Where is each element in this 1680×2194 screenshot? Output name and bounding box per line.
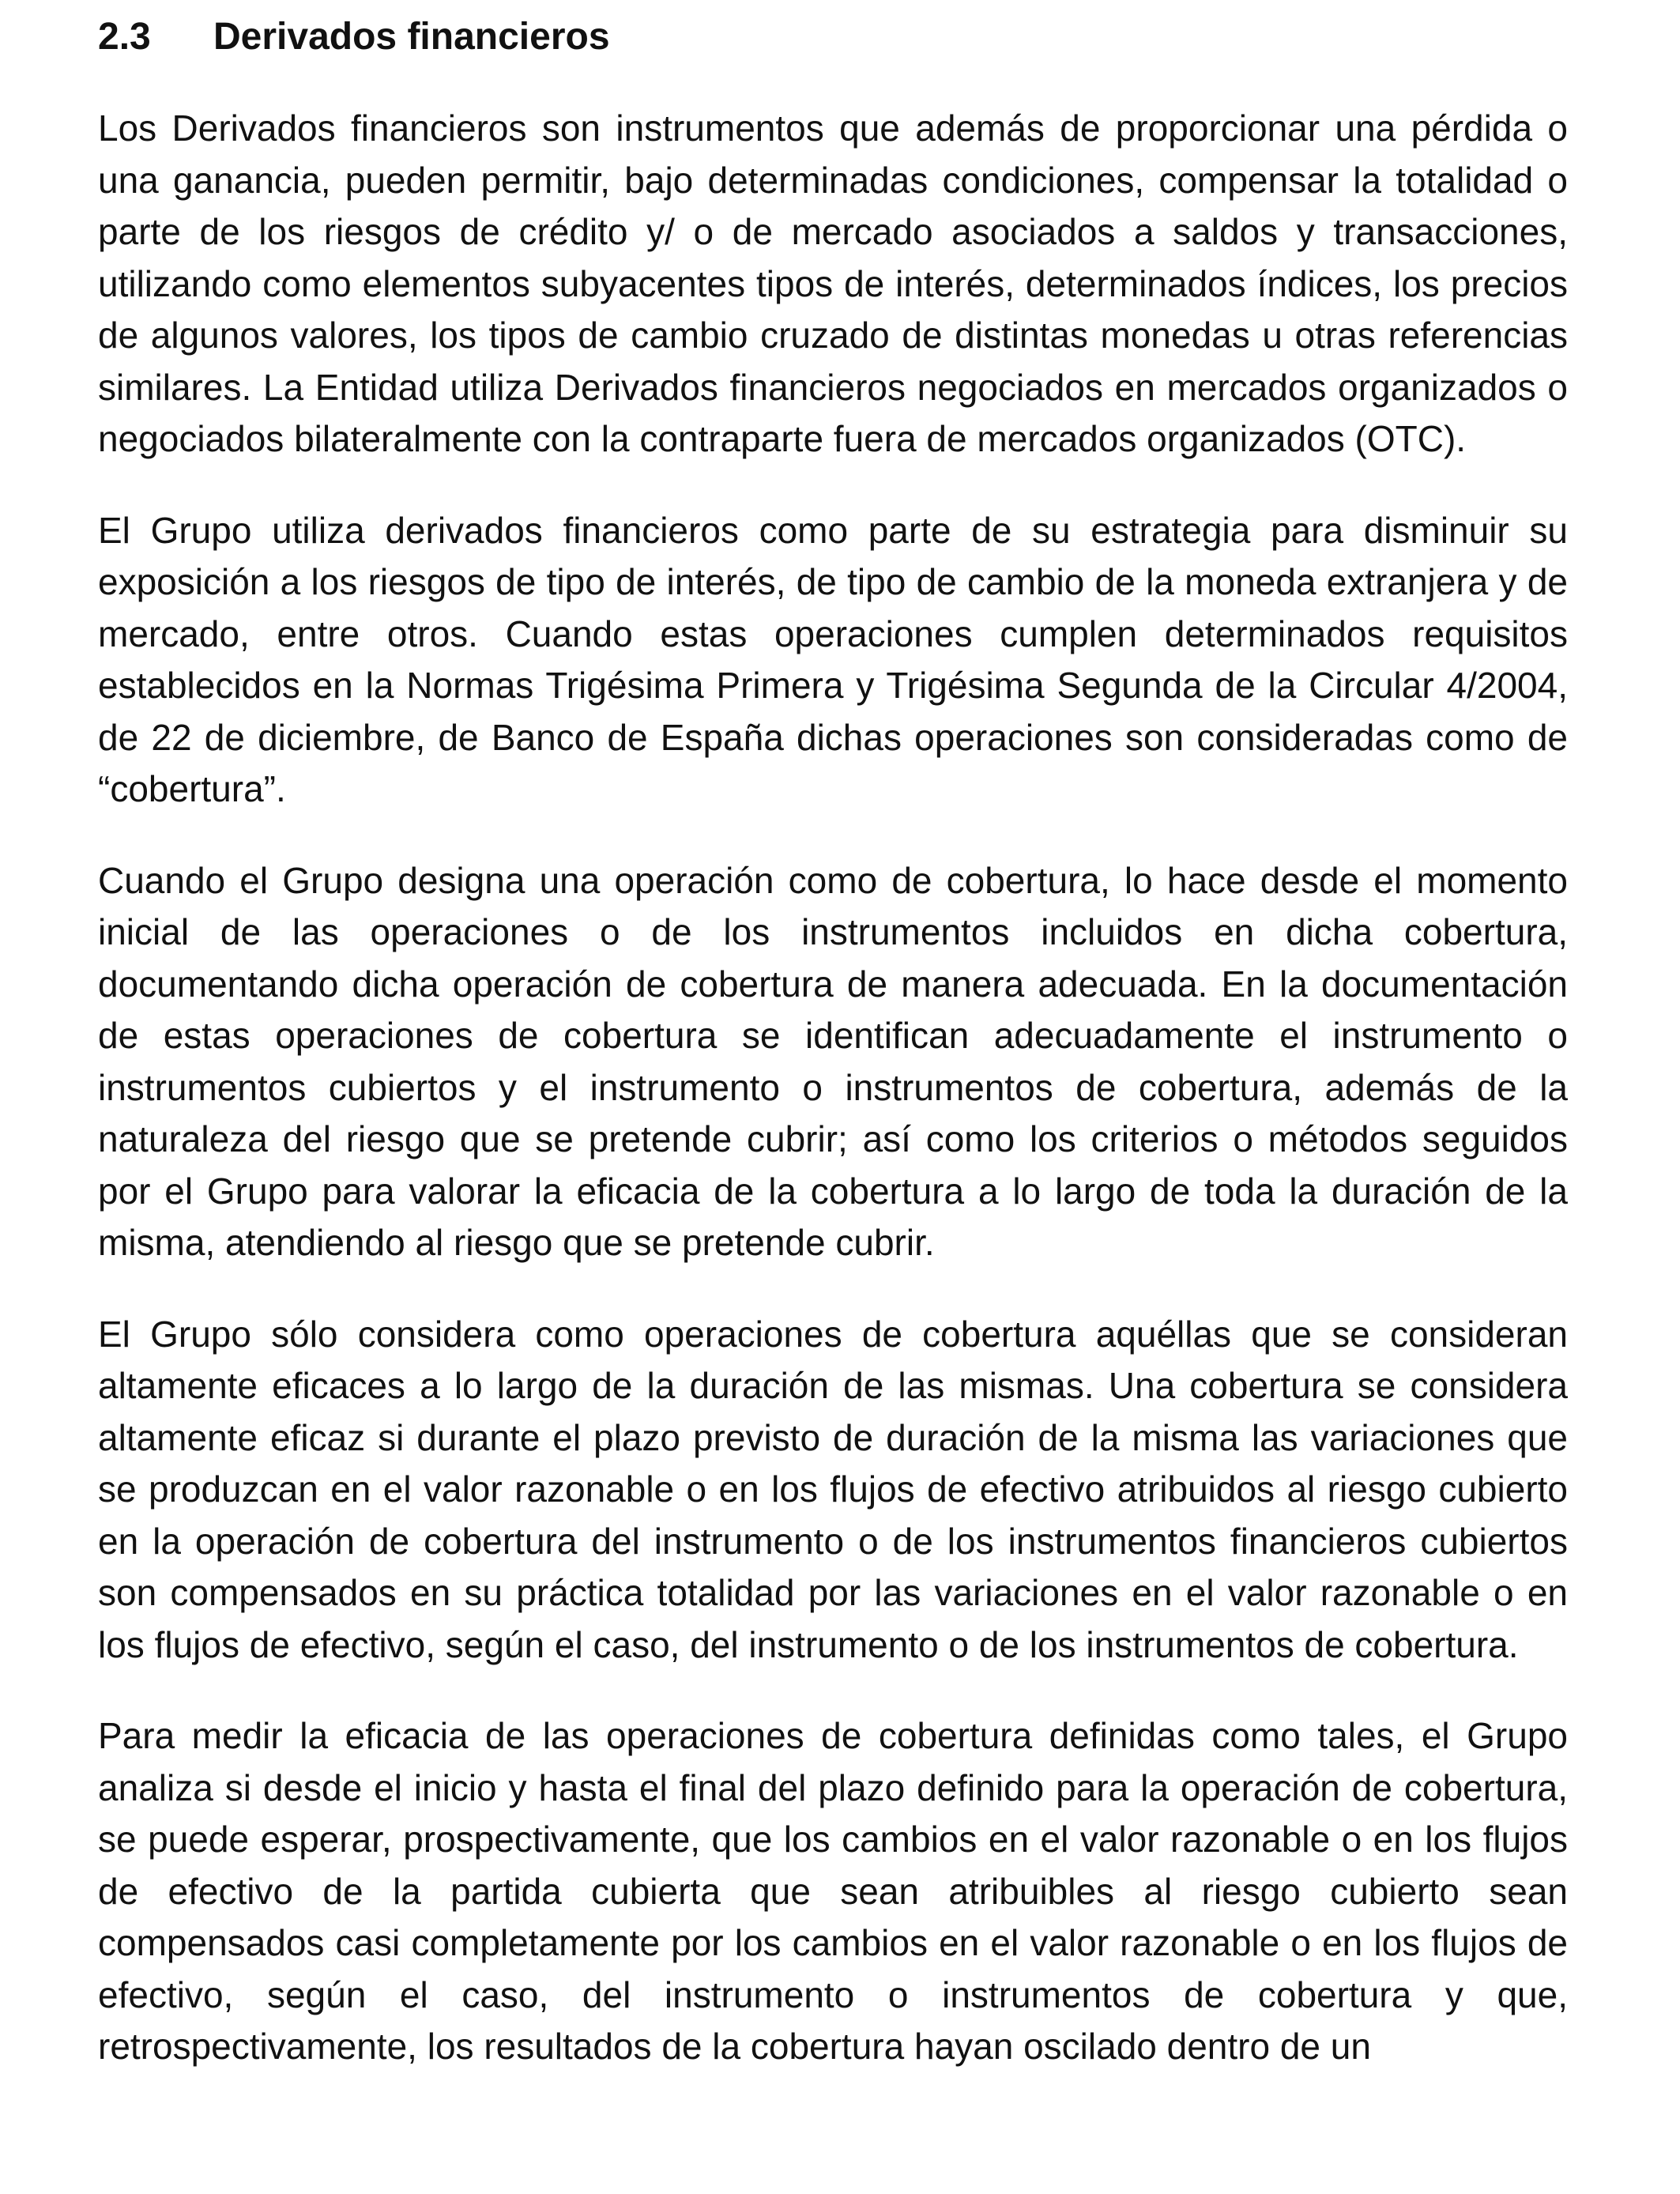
paragraph-3: Cuando el Grupo designa una operación como de cobertura, lo hace desde el momento inicial de las operaciones o de los instrumentos incluidos en dicha cobertura, documentando dicha operación de cobertura de manera adecuada. En la documentación de estas operaciones de cobertura se identifican adecuadamente el instrumento o instrumentos cubiertos y el instrumento o instrumentos de cobertura, además de la naturaleza del riesgo que se pretende cubrir; así como los criterios o métodos seguidos por el Grupo para valorar la eficacia de la cobertura a lo largo de toda la duración de la misma, atendiendo al riesgo que se pretende cubrir. [98, 859, 1568, 1263]
paragraph-1: Los Derivados financieros son instrumentos que además de proporcionar una pérdida o una ganancia, pueden permitir, bajo determinadas condiciones, compensar la totalidad o parte de los riesgos de crédito y/ o de mercado asociados a saldos y transacciones, utilizando como elementos subyacentes tipos de interés, determinados índices, los precios de algunos valores, los tipos de cambio cruzado de distintas monedas u otras referencias similares. La Entidad utiliza Derivados financieros negociados en mercados organizados o negociados bilateralmente con la contraparte fuera de mercados organizados (OTC). [98, 107, 1568, 459]
section-heading [98, 13, 610, 62]
section-title: Derivados financieros [213, 16, 610, 58]
paragraph-5: Para medir la eficacia de las operaciones de cobertura definidas como tales, el Grupo analiza si desde el inicio y hasta el final del plazo definido para la operación de cobertura, se puede esperar, prospectivamente, que los cambios en el valor razonable o en los flujos de efectivo de la partida cubierta que sean atribuibles al riesgo cubierto sean compensados casi completamente por los cambios en el valor razonable o en los flujos de efectivo, según el caso, del instrumento o instrumentos de cobertura y que, retrospectivamente, los resultados de la cobertura hayan oscilado dentro de un [98, 1715, 1568, 2067]
section-number: 2.3 [98, 16, 151, 58]
paragraph-2: El Grupo utiliza derivados financieros como parte de su estrategia para disminuir su exposición a los riesgos de tipo de interés, de tipo de cambio de la moneda extranjera y de mercado, entre otros. Cuando estas operaciones cumplen determinados requisitos establecidos en la Normas Trigésima Primera y Trigésima Segunda de la Circular 4/2004, de 22 de diciembre, de Banco de España dichas operaciones son consideradas como de “cobertura”. [98, 509, 1568, 809]
paragraph-4: El Grupo sólo considera como operaciones de cobertura aquéllas que se consideran altamente eficaces a lo largo de la duración de las mismas. Una cobertura se considera altamente eficaz si durante el plazo previsto de duración de la misma las variaciones que se produzcan en el valor razonable o en los flujos de efectivo atribuidos al riesgo cubierto en la operación de cobertura del instrumento o de los instrumentos financieros cubiertos son compensados en su práctica totalidad por las variaciones en el valor razonable o en los flujos de efectivo, según el caso, del instrumento o de los instrumentos de cobertura. [98, 1313, 1568, 1665]
section-body [98, 103, 1568, 2073]
